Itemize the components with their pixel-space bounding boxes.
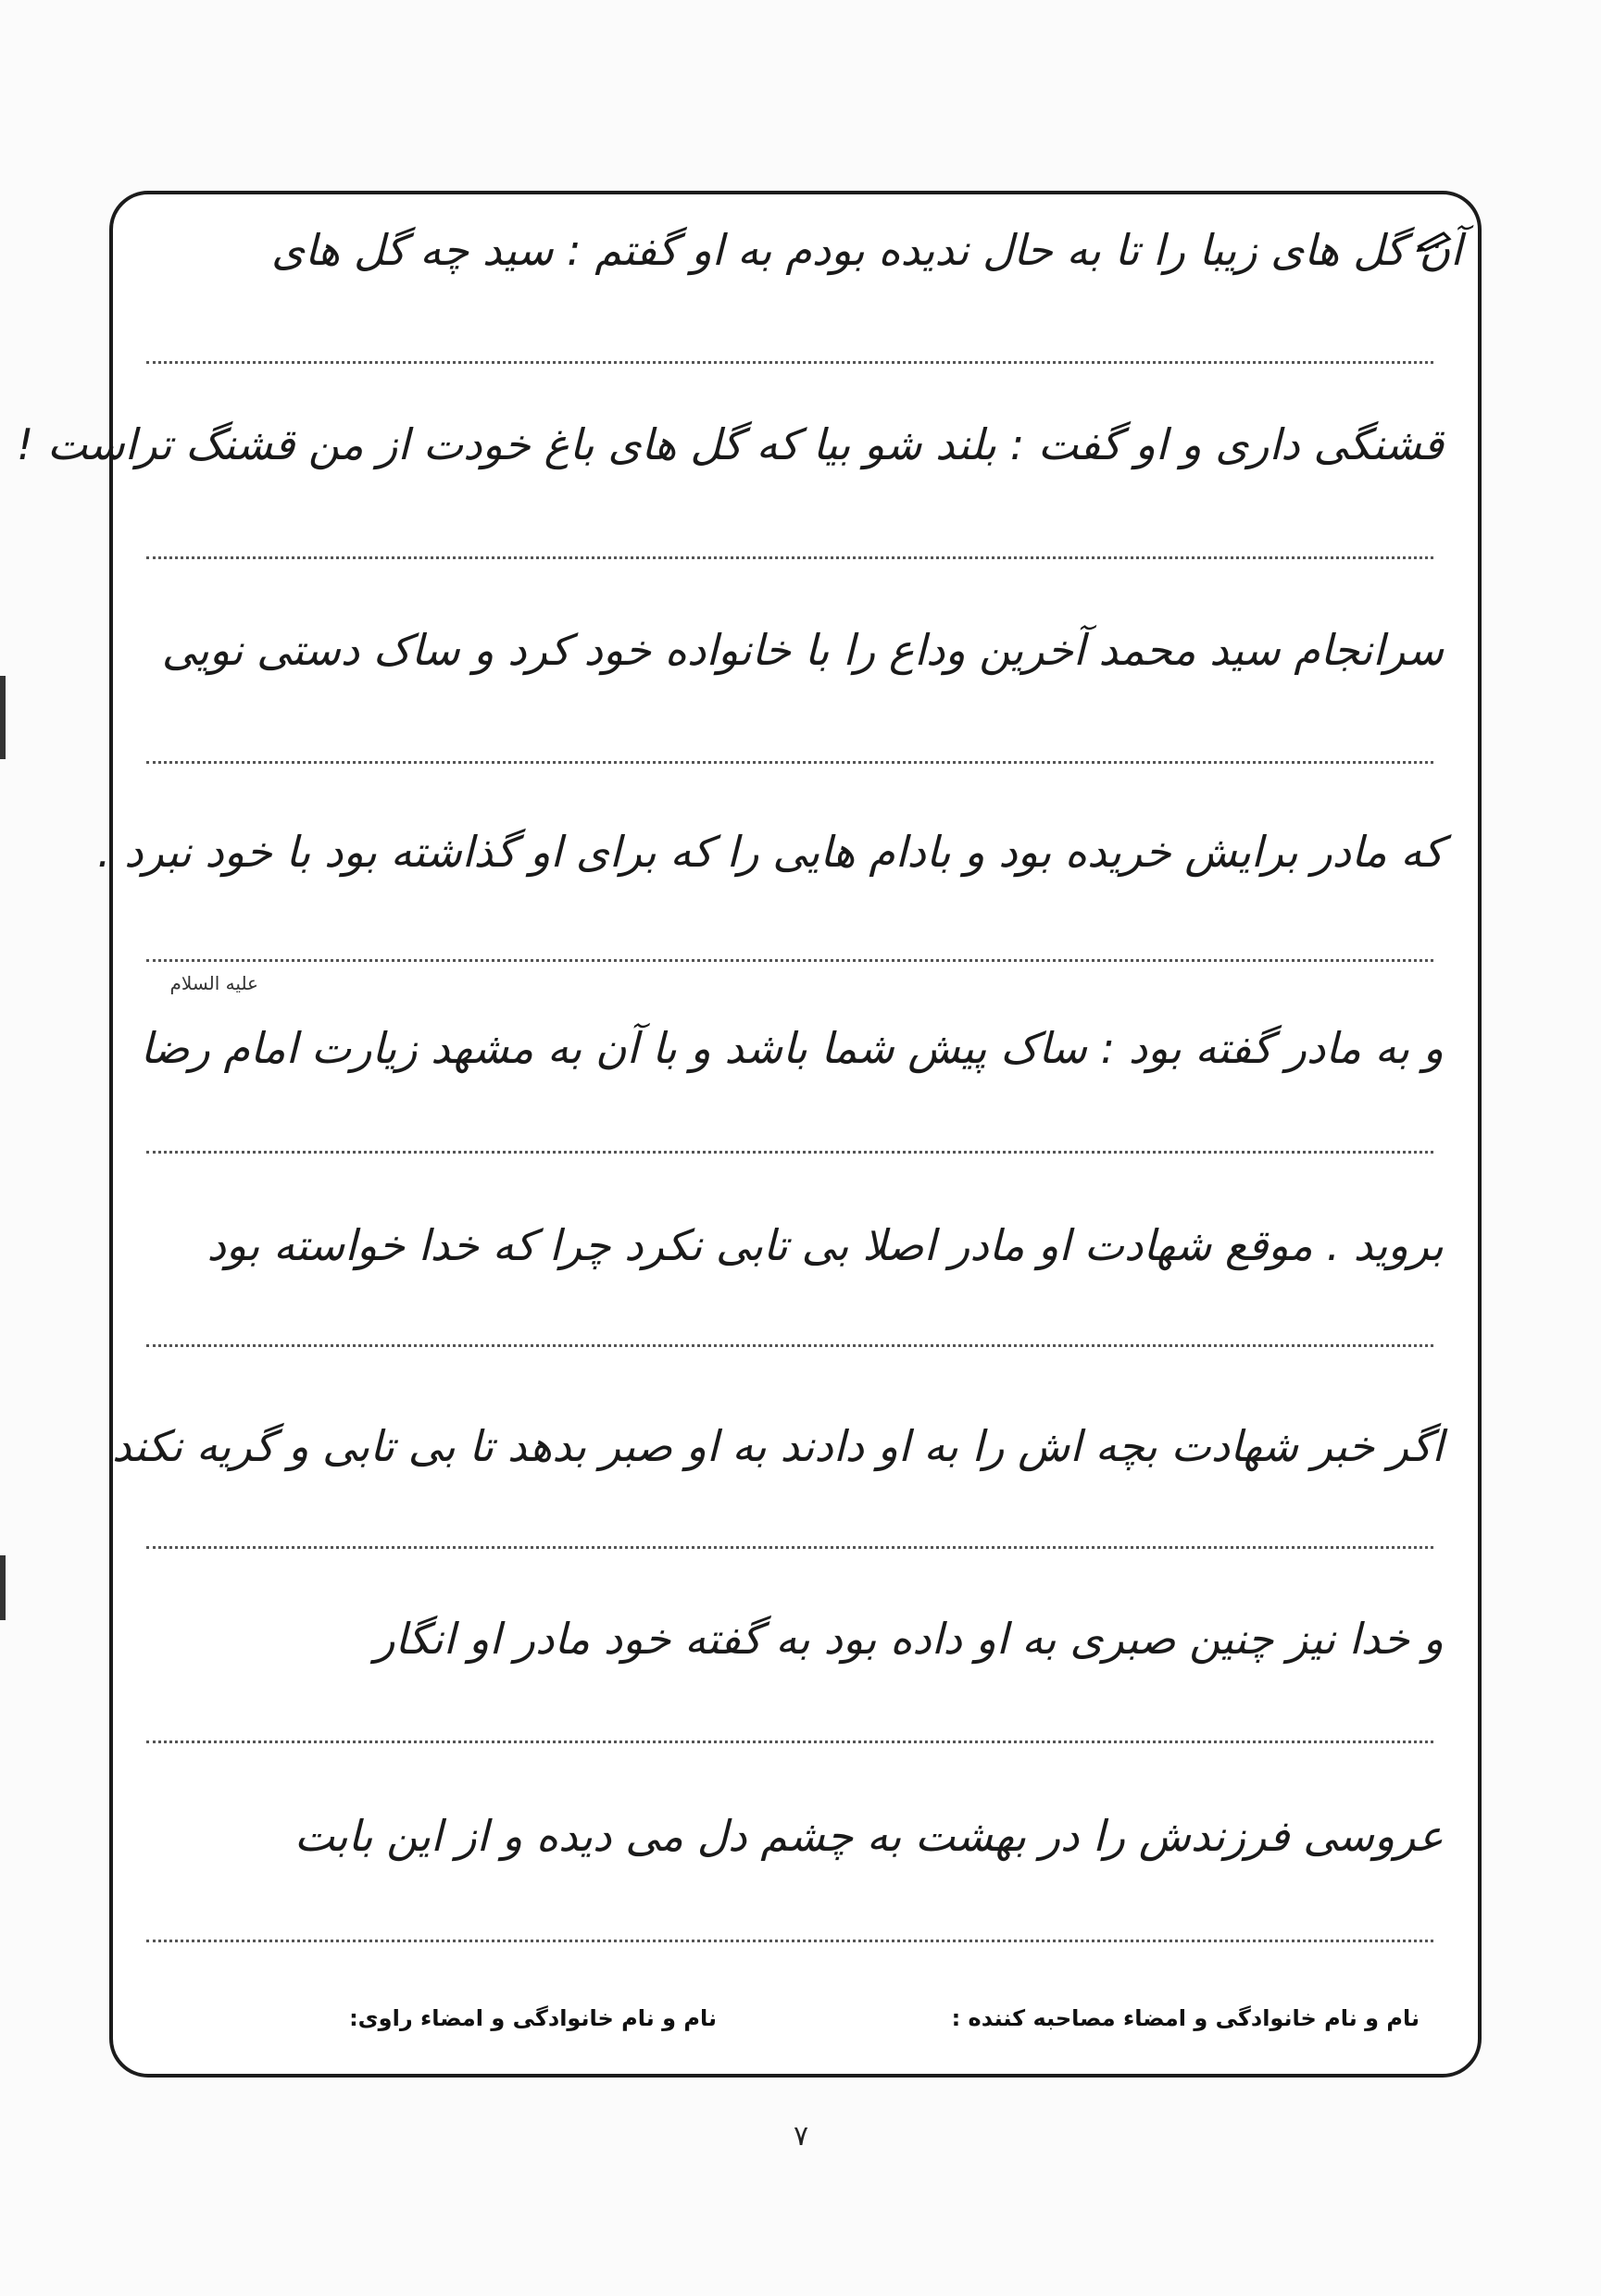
- handwritten-line-1: آن گل های زیبا را تا به حال ندیده بودم به او گفتم : سید چه گل های: [270, 225, 1462, 275]
- ruled-line: [146, 1741, 1433, 1743]
- handwritten-line-3: سرانجام سید محمد آخرین وداع را با خانواده خود کرد و ساک دستی نویی: [161, 625, 1444, 675]
- annotation-text: علیه السلام: [169, 972, 258, 994]
- handwritten-line-9: عروسی فرزندش را در بهشت به چشم دل می دیده و از این بابت: [294, 1811, 1444, 1861]
- ruled-line: [146, 1546, 1433, 1549]
- ruled-line: [146, 1344, 1433, 1347]
- handwritten-line-7: اگر خبر شهادت بچه اش را به او دادند به او صبر بدهد تا بی تابی و گریه نکند: [112, 1421, 1444, 1471]
- narrator-signature-label: نام و نام خانوادگی و امضاء راوی:: [349, 2005, 717, 2031]
- handwritten-line-2: قشنگی داری و او گفت : بلند شو بیا که گل های باغ خودت از من قشنگ تراست !: [16, 419, 1444, 469]
- handwritten-line-4: که مادر برایش خریده بود و بادام هایی را که برای او گذاشته بود با خود نبرد .: [96, 827, 1444, 877]
- ruled-line: [146, 1940, 1433, 1942]
- ruled-line: [146, 1151, 1433, 1154]
- page-number: ۷: [793, 2120, 809, 2152]
- handwritten-line-8: و خدا نیز چنین صبری به او داده بود به گفته خود مادر او انگار: [374, 1614, 1444, 1664]
- handwritten-line-6: بروید . موقع شهادت او مادر اصلا بی تابی نکرد چرا که خدا خواسته بود: [206, 1220, 1444, 1270]
- ruled-line: [146, 761, 1433, 764]
- interviewer-signature-label: نام و نام خانوادگی و امضاء مصاحبه کننده :: [951, 2005, 1420, 2031]
- ruled-line: [146, 361, 1433, 364]
- scan-edge-mark: [0, 676, 6, 759]
- ruled-line: [146, 556, 1433, 559]
- handwritten-line-5: و به مادر گفته بود : ساک پیش شما باشد و با آن به مشهد زیارت امام رضا: [140, 1023, 1444, 1073]
- ruled-line: [146, 959, 1433, 962]
- scan-edge-mark: [0, 1555, 6, 1620]
- page-frame: [16, 191, 1482, 2078]
